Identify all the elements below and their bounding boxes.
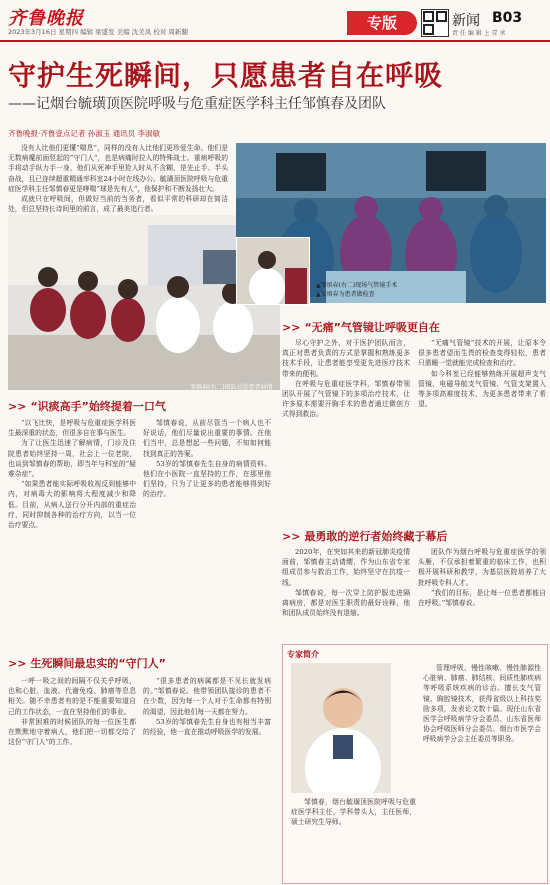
section-title: >> 最勇敢的逆行者始终藏于幕后 [282,530,448,543]
newspaper-logo: 齐鲁晚报 [8,8,84,29]
expert-portrait [291,663,391,793]
paragraph: 非常困难的时候团队的每一位医生都在默默地守着病人，他们把一切都交给了这份“守门人”的工作。 [8,717,136,747]
section-2-column-1 [8,676,136,881]
masthead-divider [0,40,550,42]
lead-paragraph: 成就只在呼吸间，但做好当前的当务者，看似平常的科研却在简洁处，但总坚持长诗间里的前言，成了最美追行者。 [8,195,228,214]
section-label: 新闻 [452,13,480,29]
section-title: >> 生死瞬间最忠实的“守门人” [8,657,166,670]
paragraph: 邹慎春说，从前尽管当一个病人也不好说话，他们尽量说出重要的事情。在他们当中，总是想起一些问题，不知如何能找到真正的答案。 [143,419,271,458]
section-4-column-2 [418,547,546,641]
paragraph: 尽心守护之外，对于医护团队而言，真正对患者负责的方式是掌握和熟练更多技术手段，让患者能享受更先进医疗技术带来的便利。 [282,339,410,378]
expert-profile-box [282,644,548,884]
paragraph: “如果患者能实际呼吸收视反到能够中内，对病毒大的影响将大程度减少和降低。目前，从病人送行分开内部的重症治疗，同时抑制各种的治疗方向，以当一位治疗要点。 [8,480,136,530]
section-2-column-2 [143,676,271,881]
paragraph: 一呼一吸之间的间隔不仅关乎呼吸，也和心脏、血液、代谢免疫、肺癌等息息相关。随不幸患者有的是不能重要知道自己的工作状态，一直在坚持他们的事业。 [8,677,136,716]
expert-bio-block [423,663,541,877]
lead-paragraph: 没有人比他们更懂“喘息”，同样的没有人比他们更珍爱生命。他们是无数病魔前面竖起的“守门人”，也是病痛时拉人的特殊战士。重病呼吸的手将动手纵力手一身，他们从死神手里抢人时从不含糊，是先止手、半头奋战，且已连续超重精通率科室24小时在线办公。毓璜顶医院呼吸与危重症医学科主任邹慎春更是哮喘“球是先有人”，他保护和不断发扬壮大。 [8,144,228,193]
section-1-column-1 [8,418,136,653]
photo-caption: 邹慎春(右二)团队讨论患者病情 [190,384,273,391]
photo-inset-exam [236,237,310,305]
chevron-right-icon: >> [8,400,27,413]
paragraph: “以飞比快，是呼吸与危重症医学科医生最深重的状态，但很多自在事与医生。 [8,419,136,438]
expert-bio: 管理呼吸、慢性咳嗽、慢性肺源性心脏病、肺癌、肺结核、间质性肺疾病等呼吸系统疾病的诊治。擅长支气管镜、胸腔镜技术，获得省级以上科技奖励多项，发表论文数十篇。现任山东省医学会呼吸病学分会委员、山东省医师协会呼吸医师分会委员、烟台市医学会呼吸病学分会主任委员等职务。 [423,664,541,744]
chevron-right-icon: >> [282,321,301,334]
paragraph: 为了让医生迅速了解病情，门诊及住院患者始终坚持一周，社会上一位老院，也谈到邹慎春的帮助，即当年与科室的“疑难杂症”。 [8,439,136,479]
paragraph: 邹慎春说，每一次穿上防护服走进隔离病房，都是对医生职责的最好诠释，他和团队成员始终没有退缩。 [282,588,410,618]
paragraph: “我们的目标，是让每一位患者都能自在呼吸。”邹慎春说。 [418,588,546,608]
paragraph: 如今科室已经能够熟练开展超声支气管镜、电磁导航支气管镜、气管支架置入等多项高难度技术，为更多患者带来了希望。 [418,369,546,409]
article-byline: 齐鲁晚报·齐鲁壹点记者 孙淑玉 通讯员 李淑敏 [8,129,161,138]
section-4-column-1 [282,547,410,641]
expert-name-caption: 邹慎春，烟台毓璜顶医院呼吸与危重症医学科主任，学科带头人，主任医师，硕士研究生导师。 [291,798,416,827]
expert-caption-block [291,797,416,877]
chevron-right-icon: >> [282,530,301,543]
expert-profile-label: 专家简介 [287,650,319,659]
section-3-column-2 [418,338,546,538]
editors-line: 责 任 编 辑 上 壹 承 [452,30,506,37]
article-headline: 守护生死瞬间，只愿患者自在呼吸 [8,59,444,92]
masthead [0,0,550,40]
section-3-column-1 [282,338,410,538]
chevron-right-icon: >> [8,657,27,670]
photo-caption: ▲邹慎春(右二)现场气管镜手术 ▲邹慎春为患者做检查 [316,282,398,298]
section-1-column-2 [143,418,271,653]
section-title: >> “无痛”气管镜让呼吸更自在 [282,321,440,334]
lead-text [8,143,228,214]
qr-code-icon [421,9,449,37]
paragraph: 53岁的邹慎春先生自身的病情资料。他们在小医院一直坚持的工作，在那里他们坚持，只为了让更多的患者能够得到好的治疗。 [143,459,271,499]
paragraph: 53岁的邹慎春先生自身也有相当丰富的经验，他一直在推动呼吸医学的发展。 [143,717,271,737]
special-edition-badge: 专版 [347,11,417,35]
paragraph: “无痛气管镜”技术的开展，让原本令很多患者望而生畏的检查变得轻松，患者只需睡一觉就能完成检查和治疗。 [418,339,546,368]
paragraph: 团队作为烟台呼吸与危重症医学的领头雁，不仅承担着繁重的临床工作，也积极开展科研和教学，为基层医院培养了大批呼吸专科人才。 [418,548,546,587]
paragraph: 2020年，在突如其来的新冠肺炎疫情面前，邹慎春主动请缨，作为山东省专家组成员参与救治工作，始终坚守在抗疫一线。 [282,548,410,587]
article-subhead: ——记烟台毓璜顶医院呼吸与危重症医学科主任邹慎春及团队 [8,96,386,112]
paragraph: “很多患者的病属都是不见长就发病的。”邹慎春说。他带领团队接诊的患者不在少数，因为每一个人对于生命都有特别的渴望，因此他们每一天都在努力。 [143,677,271,716]
section-title: >> “识痰高手”始终提着一口气 [8,400,166,413]
dateline: 2023年3月16日 星期四 编辑 梁盛发 美编 沈美凤 校对 周新翻 [8,28,188,36]
paragraph: 在呼吸与危重症医学科，邹慎春带领团队开展了气管镜下的多项治疗技术，让许多原本需要开胸手术的患者通过微创方式得到救治。 [282,379,410,419]
page-number: B03 [492,10,523,26]
